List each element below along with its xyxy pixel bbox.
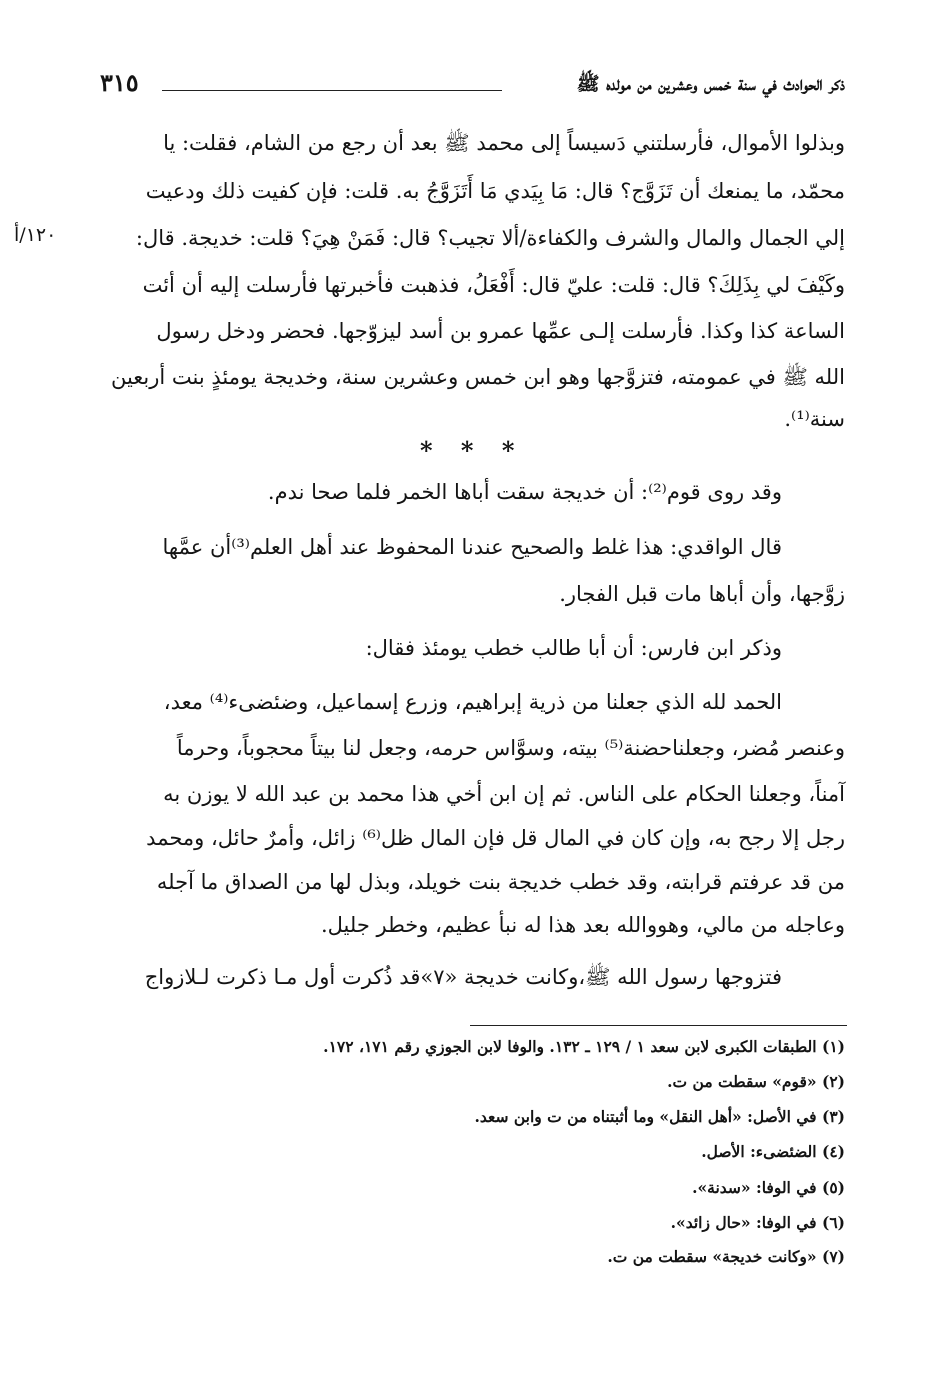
- text-line: زوَّجها، وأن أباها مات قبل الفجار.: [559, 582, 845, 606]
- section-separator: * * *: [420, 436, 525, 465]
- header-rule: [162, 90, 502, 91]
- text-line: الحمد لله الذي جعلنا من ذرية إبراهيم، وزرع إسماعيل، وضئضىء⁽⁴⁾ معد،: [163, 690, 782, 714]
- footnote: (٣) في الأصل: «أهل النقل» وما أثبتناه من ت وابن سعد.: [474, 1107, 845, 1126]
- footnote-rule: [470, 1025, 847, 1026]
- text-line: سنة⁽¹⁾.: [784, 407, 845, 431]
- text-line: من قد عرفتم قرابته، وقد خطب خديجة بنت خويلد، وبذل لها من الصداق ما آجله: [156, 870, 845, 894]
- text-line: الله ﷺ في عمومته، فتزوَّجها وهو ابن خمس وعشرين سنة، وخديجة يومئذٍ بنت أربعين: [110, 365, 845, 389]
- text-line: وقد روى قوم⁽²⁾: أن خديجة سقت أباها الخمر فلما صحا ندم.: [267, 480, 782, 504]
- text-line: آمناً، وجعلنا الحكام على الناس. ثم إن ابن أخي هذا محمد بن عبد الله لا يوزن به: [163, 782, 845, 806]
- footnote: (١) الطبقات الكبرى لابن سعد ١ / ١٢٩ ـ ١٣٢. والوفا لابن الجوزي رقم ١٧١، ١٧٢.: [323, 1037, 845, 1056]
- footnote: (٥) في الوفا: «سدنة».: [692, 1178, 845, 1197]
- page-number: ٣١٥: [100, 68, 139, 97]
- text-line: وكَيْفَ لي بِذَلِكَ؟ قال: قلت: عليّ قال: أَفْعَلُ، فذهبت فأخبرتها فأرسلت إليه أن أئت: [142, 273, 845, 297]
- footnote: (٦) في الوفا: «حال زائد».: [670, 1213, 845, 1232]
- text-line: وعنصر مُضر، وجعلناحضنة⁽⁵⁾ بيته، وسوَّاس حرمه، وجعل لنا بيتاً محجوباً، وحرماً: [176, 736, 845, 760]
- text-line: قال الواقدي: هذا غلط والصحيح عندنا المحفوظ عند أهل العلم⁽³⁾أن عمَّها: [162, 535, 782, 559]
- footnote: (٧) «وكانت خديجة» سقطت من ت.: [607, 1247, 845, 1266]
- text-line: فتزوجها رسول الله ﷺ،وكانت خديجة «٧»قد ذُكرت أول مـا ذكرت لـلازواج: [144, 965, 782, 989]
- text-line: محمّد، ما يمنعك أن تَزَوَّج؟ قال: مَا بِيَدي مَا أَتَزَوَّجُ به. قلت: فإن كفيت ذلك ودعيت: [145, 179, 845, 203]
- text-line: الساعة كذا وكذا. فأرسلت إلـى عمِّها عمرو بن أسد ليزوّجها. فحضر ودخل رسول: [156, 319, 845, 343]
- footnote: (٢) «قوم» سقطت من ت.: [667, 1072, 845, 1091]
- text-line: وبذلوا الأموال، فأرسلتني دَسيساً إلى محمد ﷺ بعد أن رجع من الشام، فقلت: يا: [163, 131, 845, 155]
- text-line: إلي الجمال والمال والشرف والكفاءة/ألا تجيب؟ قال: فَمَنْ هِيَ؟ قلت: خديجة. قال:: [135, 226, 845, 250]
- page-header: [100, 68, 845, 106]
- text-line: وذكر ابن فارس: أن أبا طالب خطب يومئذ فقال:: [365, 636, 782, 660]
- running-title: ذكر الحوادث في سنة خمس وعشرين من مولده ﷺ: [576, 73, 845, 95]
- text-line: وعاجله من مالي، وهووالله بعد هذا له نبأ عظيم، وخطر جليل.: [320, 913, 845, 937]
- text-line: رجل إلا رجح به، وإن كان في المال قل فإن المال ظل⁽⁶⁾ زائل، وأمرٌ حائل، ومحمد: [146, 826, 845, 850]
- footnote: (٤) الضئضىء: الأصل.: [701, 1142, 845, 1161]
- manuscript-folio-note: ١٢٠/أ: [14, 224, 57, 246]
